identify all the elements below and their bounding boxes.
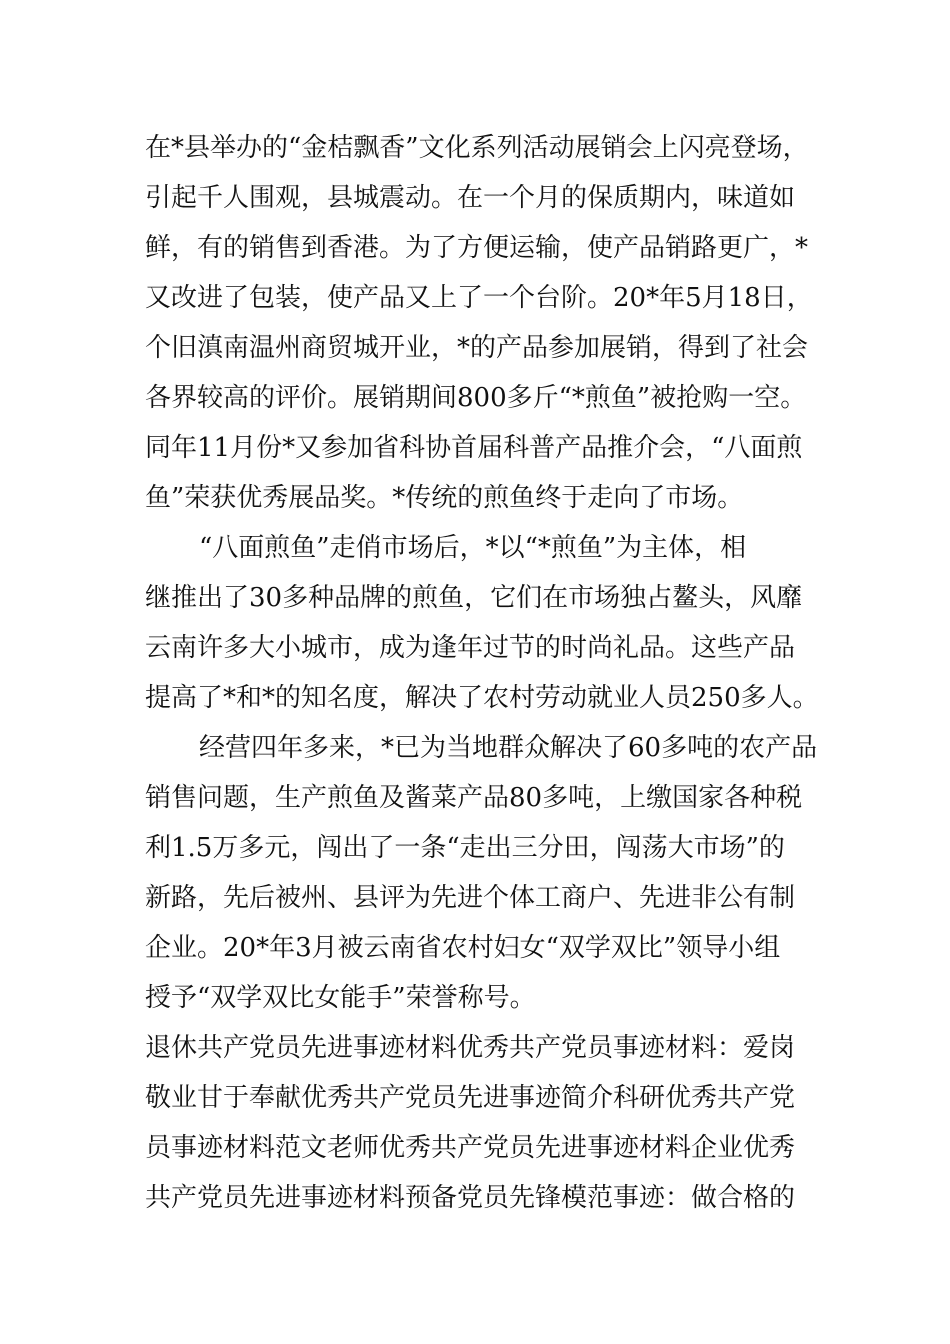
text-line: 云南许多大小城市，成为逢年过节的时尚礼品。这些产品 — [145, 633, 796, 663]
text-line: 继推出了30多种品牌的煎鱼，它们在市场独占鳌头，风靡 — [145, 583, 803, 613]
text-line: 提高了*和*的知名度，解决了农村劳动就业人员250多人。 — [145, 683, 819, 713]
related-link-line: 共产党员先进事迹材料预备党员先锋模范事迹：做合格的 — [145, 1183, 796, 1213]
text-line: 新路，先后被州、县评为先进个体工商户、先进非公有制 — [145, 883, 796, 913]
text-line: 授予“双学双比女能手”荣誉称号。 — [145, 983, 536, 1013]
text-line: 销售问题，生产煎鱼及酱菜产品80多吨，上缴国家各种税 — [145, 783, 803, 813]
text-line: 鲜，有的销售到香港。为了方便运输，使产品销路更广，* — [145, 233, 809, 263]
text-line: 引起千人围观，县城震动。在一个月的保质期内，味道如 — [145, 183, 796, 213]
text-line: 经营四年多来，*已为当地群众解决了60多吨的农产品 — [199, 733, 818, 763]
text-line: “八面煎鱼”走俏市场后，*以“*煎鱼”为主体，相 — [199, 533, 747, 563]
text-line: 个旧滇南温州商贸城开业，*的产品参加展销，得到了社会 — [145, 333, 809, 363]
text-line: 各界较高的评价。展销期间800多斤“*煎鱼”被抢购一空。 — [145, 383, 807, 413]
related-link-line: 敬业甘于奉献优秀共产党员先进事迹简介科研优秀共产党 — [145, 1083, 796, 1113]
text-line: 同年11月份*又参加省科协首届科普产品推介会，“八面煎 — [145, 433, 803, 463]
text-line: 利1.5万多元，闯出了一条“走出三分田，闯荡大市场”的 — [145, 833, 785, 863]
text-line: 在*县举办的“金桔飘香”文化系列活动展销会上闪亮登场， — [145, 133, 809, 163]
text-line: 鱼”荣获优秀展品奖。*传统的煎鱼终于走向了市场。 — [145, 483, 744, 513]
related-link-line: 员事迹材料范文老师优秀共产党员先进事迹材料企业优秀 — [145, 1133, 796, 1163]
related-link-line: 退休共产党员先进事迹材料优秀共产党员事迹材料：爱岗 — [145, 1033, 796, 1063]
text-line: 又改进了包装，使产品又上了一个台阶。20*年5月18日， — [145, 283, 813, 313]
text-line: 企业。20*年3月被云南省农村妇女“双学双比”领导小组 — [145, 933, 781, 963]
